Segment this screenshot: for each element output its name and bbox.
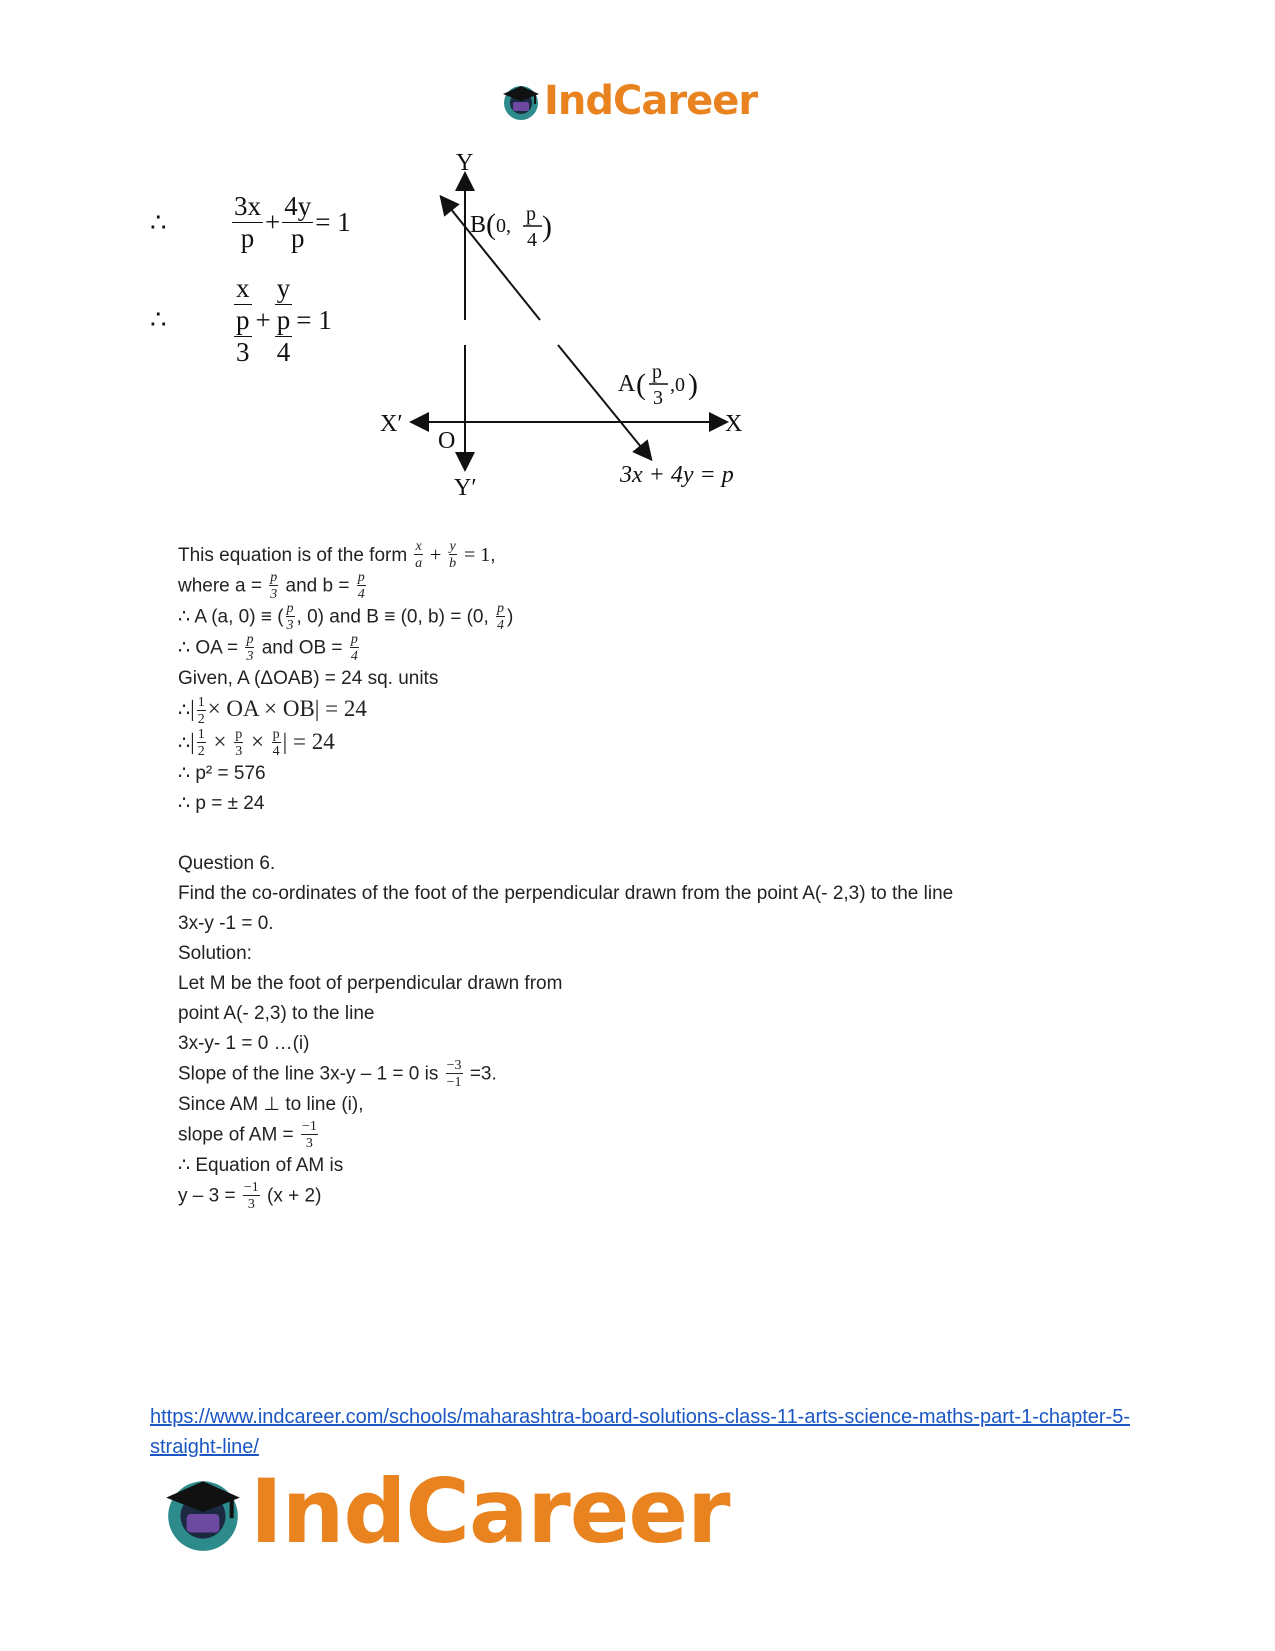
line-form: This equation is of the form $\frac{x}{a}$ + $\frac{y}{b}$ = 1, (178, 539, 496, 572)
fraction: $\frac{p}{4}$ (350, 632, 358, 665)
fraction (282, 193, 313, 252)
source-link[interactable]: https://www.indcareer.com/schools/maharashtra-board-solutions-class-11-arts-science-maths-part-1-chapter-5-straight-line/ (150, 1406, 1130, 1458)
fraction: $\frac{p}{4}$ (357, 570, 365, 603)
fraction (232, 193, 263, 252)
bottom-logo (160, 1460, 730, 1563)
therefore-symbol: ∴ (150, 207, 167, 237)
numerator: 3x (234, 191, 261, 221)
fraction: $\frac{p}{3}$ (246, 632, 254, 665)
fraction: $\frac{y}{b}$ (449, 539, 457, 572)
solution-step-3: 3x-y- 1 = 0 …(i) (178, 1032, 310, 1054)
brand-name: IndCareer (544, 78, 758, 124)
denominator (273, 305, 295, 366)
brand-name: IndCareer (250, 1460, 730, 1563)
point-a-y: ,0 (670, 374, 685, 396)
equation-row-2 (150, 265, 351, 375)
numerator: 4y (284, 191, 312, 221)
line-given-area: Given, A (ΔOAB) = 24 sq. units (178, 668, 439, 690)
numerator: y (276, 272, 291, 303)
fraction (232, 272, 254, 367)
fraction (273, 272, 295, 367)
x-label: X (725, 411, 743, 437)
denominator: p (290, 223, 305, 253)
y-prime-label: Y′ (454, 475, 477, 501)
question-text-1: Find the co-ordinates of the foot of the perpendicular drawn from the point A(- 2,3) to the line (178, 882, 954, 904)
fraction: $\frac{p}{4}$ (272, 726, 280, 759)
fraction: $\frac{p}{3}$ (235, 726, 243, 759)
plus-sign: + (265, 207, 281, 237)
numerator: p (276, 304, 291, 335)
line-oa-ob: ∴ OA = $\frac{p}{3}$ and OB = $\frac{p}{4}$ (178, 632, 358, 665)
line-p-squared: ∴ p² = 576 (178, 762, 266, 784)
line-ab-values: where a = $\frac{p}{3}$ and b = $\frac{p}{4}$ (178, 570, 365, 603)
equals-one: = 1 (296, 304, 332, 335)
numerator: p (236, 304, 250, 335)
solution-step-1: Let M be the foot of perpendicular drawn from (178, 972, 563, 994)
point-a-name: A (618, 371, 636, 397)
point-b-y-den: 4 (527, 229, 537, 251)
solution-text (178, 540, 953, 1212)
x-prime-label: X′ (380, 411, 403, 437)
point-a-x-den: 3 (653, 387, 663, 409)
point-b-close: ) (542, 210, 552, 243)
fraction (275, 304, 293, 367)
line-area-substituted: ∴| $\frac{1}{2}$ × $\frac{p}{3}$ × $\frac{p}{4}$ | = 24 (178, 726, 335, 759)
fraction: $\frac{-3}{-1}$ (446, 1057, 462, 1090)
denominator (232, 305, 254, 366)
solution-step-8: y – 3 = $\frac{-1}{3}$ (x + 2) (178, 1179, 322, 1212)
therefore-symbol: ∴ (150, 305, 167, 334)
question-heading: Question 6. (178, 852, 276, 874)
question-text-2: 3x-y -1 = 0. (178, 912, 274, 934)
top-logo (500, 78, 757, 124)
fraction (234, 304, 252, 367)
point-a-x-num: p (652, 361, 662, 383)
solution-step-4: Slope of the line 3x-y – 1 = 0 is $\frac{-3}{-1}$ =3. (178, 1057, 497, 1090)
line-segment-lower (558, 345, 650, 458)
point-b-y-num: p (526, 203, 536, 225)
solution-step-5: Since AM ⊥ to line (i), (178, 1093, 364, 1115)
fraction: $\frac{1}{2}$ (197, 694, 205, 727)
origin-label: O (438, 428, 456, 454)
equation-block (150, 180, 351, 375)
y-label: Y (456, 150, 474, 176)
line-p-value: ∴ p = ± 24 (178, 792, 265, 814)
graduation-cap-icon (500, 80, 542, 122)
line-graph (380, 150, 800, 510)
denominator: p (240, 223, 255, 253)
fraction: $\frac{p}{3}$ (270, 570, 278, 603)
equals-one: = 1 (315, 207, 351, 237)
line-equation-label: 3x + 4y = p (620, 462, 734, 488)
solution-step-2: point A(- 2,3) to the line (178, 1002, 375, 1024)
solution-step-6: slope of AM = $\frac{-1}{3}$ (178, 1118, 317, 1151)
fraction: $\frac{p}{3}$ (286, 601, 294, 634)
graduation-cap-icon (160, 1469, 246, 1555)
line-points: ∴ A (a, 0) ≡ ( $\frac{p}{3}$ , 0) and B ≡ (0, b) = (0, $\frac{p}{4}$ ) (178, 601, 514, 634)
fraction: $\frac{-1}{3}$ (301, 1118, 317, 1151)
fraction: $\frac{1}{2}$ (197, 726, 205, 759)
point-b-label: B(0, (470, 208, 512, 241)
plus-sign: + (255, 304, 271, 335)
fraction: $\frac{-1}{3}$ (243, 1179, 259, 1212)
denominator: 4 (276, 336, 291, 367)
fraction: $\frac{p}{4}$ (497, 601, 505, 634)
point-a-open: ( (636, 368, 646, 401)
solution-label: Solution: (178, 942, 252, 964)
fraction: $\frac{x}{a}$ (415, 539, 423, 572)
numerator: x (236, 272, 250, 303)
line-area-formula: ∴| $\frac{1}{2}$ × OA × OB| = 24 (178, 694, 367, 727)
denominator: 3 (236, 336, 250, 367)
point-a-close: ) (688, 368, 698, 401)
solution-step-7: ∴ Equation of AM is (178, 1154, 344, 1176)
equation-row-1 (150, 180, 351, 265)
